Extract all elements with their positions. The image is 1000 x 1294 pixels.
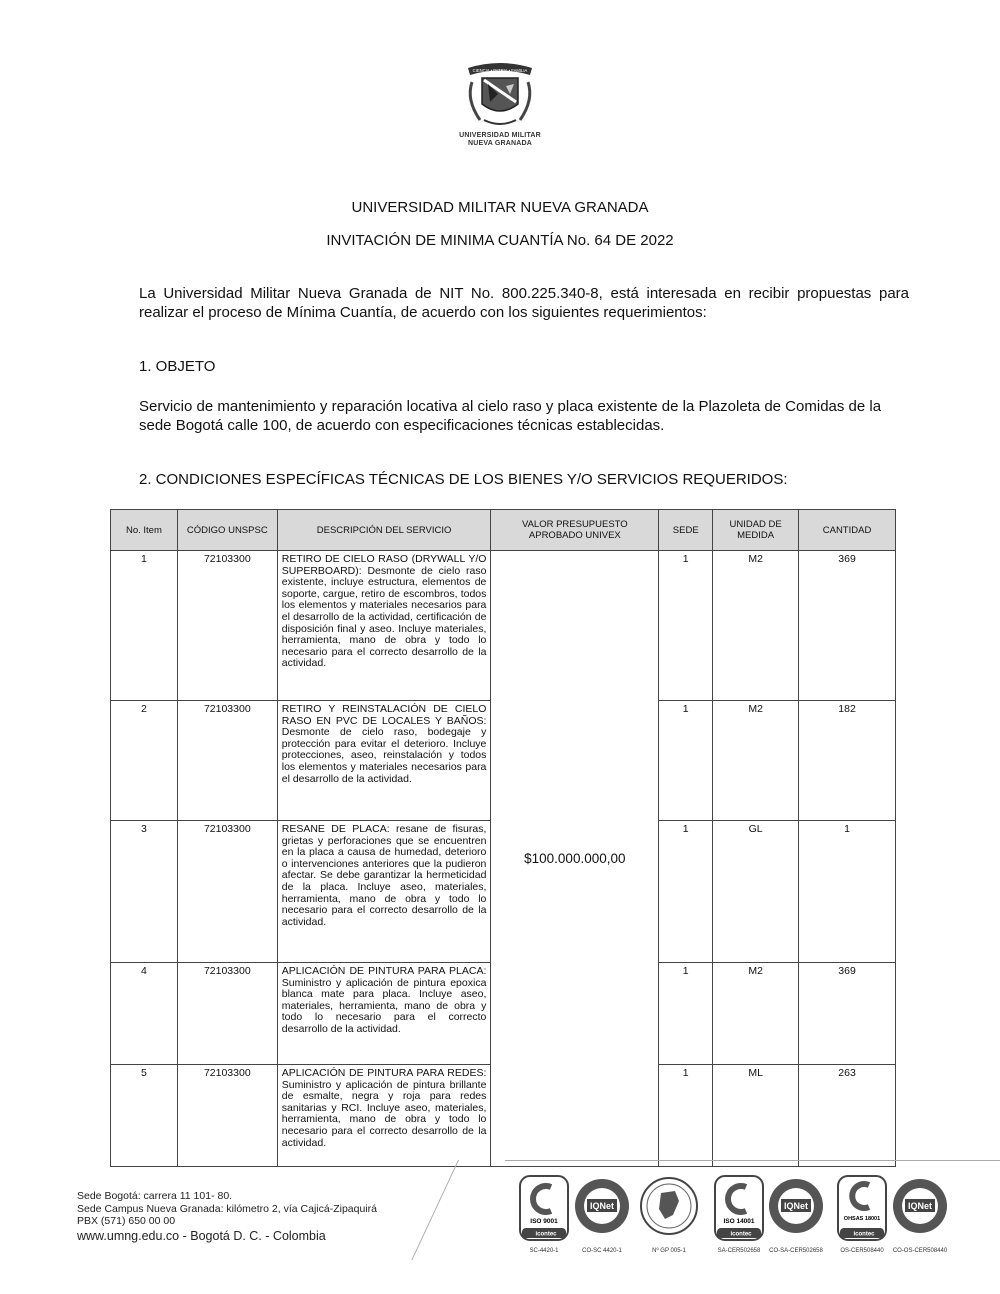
svg-text:IQNet: IQNet xyxy=(589,1201,615,1211)
intro-paragraph: La Universidad Militar Nueva Granada de NIT No. 800.225.340-8, está interesada en recibir propuestas para realizar el proceso de Mínima Cuantía, de acuerdo con los siguientes requerimientos: xyxy=(139,285,909,321)
cell-cantidad: 263 xyxy=(799,1065,896,1167)
cert-gp xyxy=(639,1175,699,1255)
cell-item: 3 xyxy=(111,821,178,963)
header-codigo: CÓDIGO UNSPSC xyxy=(177,510,277,551)
header-descripcion: DESCRIPCIÓN DEL SERVICIO xyxy=(277,510,491,551)
footer-divider-diagonal xyxy=(411,1160,459,1260)
section-conditions-heading: 2. CONDICIONES ESPECÍFICAS TÉCNICAS DE LOS BIENES Y/O SERVICIOS REQUERIDOS: xyxy=(139,471,788,488)
logo-name-line1: UNIVERSIDAD MILITAR xyxy=(459,132,541,139)
cell-descripcion: APLICACIÓN DE PINTURA PARA PLACA: Suministro y aplicación de pintura epoxica blanca mate para placa. Incluye aseo, materiales, herramienta, mano de obra y todo lo necesario para el correcto desarrollo de la actividad. xyxy=(277,963,491,1065)
cert-code: CO-SA-CER502658 xyxy=(769,1248,823,1254)
cell-cantidad: 182 xyxy=(799,701,896,821)
logo-name-line2: NUEVA GRANADA xyxy=(467,140,533,147)
certification-logos xyxy=(514,1175,964,1260)
footer-pbx: PBX (571) 650 00 00 xyxy=(77,1215,176,1227)
svg-text:OHSAS 18001: OHSAS 18001 xyxy=(843,1216,881,1222)
cert-ohsas18001 xyxy=(832,1175,892,1255)
cell-unidad: M2 xyxy=(713,551,799,701)
footer-divider xyxy=(505,1160,1000,1161)
cell-item: 2 xyxy=(111,701,178,821)
cell-codigo: 72103300 xyxy=(177,821,277,963)
svg-text:ISO 9001: ISO 9001 xyxy=(530,1218,558,1225)
svg-text:IQNet: IQNet xyxy=(783,1201,809,1211)
icontec-ohsas-icon xyxy=(837,1175,887,1241)
cert-code: SA-CER502658 xyxy=(717,1248,761,1254)
table-row xyxy=(111,551,896,701)
document-title: UNIVERSIDAD MILITAR NUEVA GRANADA xyxy=(351,199,649,216)
cell-descripcion: RETIRO DE CIELO RASO (DRYWALL Y/O SUPERBOARD): Desmonte de cielo raso existente, incluye estructura, elementos de soporte, cargue, retiro de escombros, todos los elementos y materiales necesarios para el desarrollo de la actividad, certificación de disposición final y aseo. Incluye materiales, herramienta, mano de obra y todo lo necesario para el correcto desarrollo de la actividad. xyxy=(277,551,491,701)
cell-sede: 1 xyxy=(659,821,713,963)
cell-item: 4 xyxy=(111,963,178,1065)
cell-codigo: 72103300 xyxy=(177,963,277,1065)
cert-iqnet-3 xyxy=(890,1175,950,1255)
document-subtitle: INVITACIÓN DE MINIMA CUANTÍA No. 64 DE 2022 xyxy=(326,232,674,249)
footer-sede-bogota: Sede Bogotá: carrera 11 101- 80. xyxy=(77,1190,233,1202)
section-objeto-heading: 1. OBJETO xyxy=(139,358,216,375)
iqnet-seal-icon xyxy=(891,1175,949,1241)
cell-sede: 1 xyxy=(659,1065,713,1167)
cert-code: CO-OS-CER508440 xyxy=(892,1248,948,1254)
cell-codigo: 72103300 xyxy=(177,701,277,821)
footer-address xyxy=(77,1190,377,1244)
header-no-item: No. Item xyxy=(111,510,178,551)
cell-item: 5 xyxy=(111,1065,178,1167)
cell-codigo: 72103300 xyxy=(177,1065,277,1167)
section-objeto-text: Servicio de mantenimiento y reparación locativa al cielo raso y placa existente de la Plazoleta de Comidas de la sede Bogotá calle 100, de acuerdo con especificaciones técnicas establecidas. xyxy=(139,398,882,434)
cell-descripcion: RETIRO Y REINSTALACIÓN DE CIELO RASO EN PVC DE LOCALES Y BAÑOS: Desmonte de cielo raso, bodegaje y protección para evitar el deterioro. Incluye protecciones, aseo, reinstalación y todos los elementos y materiales necesarios para el desarrollo de la actividad. xyxy=(277,701,491,821)
icontec-iso9001-icon xyxy=(519,1175,569,1241)
cell-unidad: ML xyxy=(713,1065,799,1167)
cell-unidad: GL xyxy=(713,821,799,963)
cert-iso14001 xyxy=(709,1175,769,1255)
cert-code: Nº GP 005-1 xyxy=(652,1248,686,1254)
cell-item: 1 xyxy=(111,551,178,701)
cell-descripcion: RESANE DE PLACA: resane de fisuras, grietas y perforaciones que se encuentren en la placa a causa de humedad, deterioro o intervenciones anteriores que la pudieron afectar. Se debe garantizar la hermeticidad de la placa. Incluye aseo, materiales, herramienta, mano de obra y todo lo necesario para el correcto desarrollo de la actividad. xyxy=(277,821,491,963)
iqnet-seal-icon xyxy=(573,1175,631,1241)
cell-sede: 1 xyxy=(659,963,713,1065)
cell-unidad: M2 xyxy=(713,963,799,1065)
cell-cantidad: 369 xyxy=(799,963,896,1065)
cell-valor-presupuesto: $100.000.000,00 xyxy=(491,551,659,1167)
cert-iso9001 xyxy=(514,1175,574,1255)
icontec-iso14001-icon xyxy=(714,1175,764,1241)
university-logo xyxy=(450,60,550,148)
cell-cantidad: 1 xyxy=(799,821,896,963)
header-unidad: UNIDAD DE MEDIDA xyxy=(713,510,799,551)
cell-codigo: 72103300 xyxy=(177,551,277,701)
svg-text:icontec: icontec xyxy=(730,1231,752,1238)
cert-iqnet-1 xyxy=(572,1175,632,1255)
header-cantidad: CANTIDAD xyxy=(799,510,896,551)
cell-descripcion: APLICACIÓN DE PINTURA PARA REDES: Suministro y aplicación de pintura brillante de esmalte, negra y roja para redes sanitarias y RCI. Incluye aseo, materiales, herramienta, mano de obra y todo lo necesario para el correcto desarrollo de la actividad. xyxy=(277,1065,491,1167)
footer-website: www.umng.edu.co - Bogotá D. C. - Colombia xyxy=(77,1228,326,1243)
svg-text:CIENCIA • PATRIA • FAMILIA: CIENCIA • PATRIA • FAMILIA xyxy=(472,68,528,73)
cert-iqnet-2 xyxy=(766,1175,826,1255)
cert-code: CO-SC 4420-1 xyxy=(582,1248,622,1254)
requirements-table xyxy=(110,509,896,1167)
svg-text:ISO 14001: ISO 14001 xyxy=(723,1218,755,1225)
cell-unidad: M2 xyxy=(713,701,799,821)
svg-text:icontec: icontec xyxy=(853,1231,875,1238)
iqnet-seal-icon xyxy=(767,1175,825,1241)
svg-text:icontec: icontec xyxy=(535,1231,557,1238)
header-valor: VALOR PRESUPUESTO APROBADO UNIVEX xyxy=(491,510,659,551)
cert-code: SC-4420-1 xyxy=(529,1248,559,1254)
svg-text:IQNet: IQNet xyxy=(907,1201,933,1211)
cell-sede: 1 xyxy=(659,551,713,701)
header-sede: SEDE xyxy=(659,510,713,551)
table-header-row xyxy=(111,510,896,551)
cert-code: OS-CER508440 xyxy=(840,1248,884,1254)
cell-sede: 1 xyxy=(659,701,713,821)
footer-sede-campus: Sede Campus Nueva Granada: kilómetro 2, vía Cajicá-Zipaquirá xyxy=(77,1202,377,1215)
gp-certification-seal-icon xyxy=(639,1175,699,1241)
university-crest-icon xyxy=(460,60,540,132)
cell-cantidad: 369 xyxy=(799,551,896,701)
